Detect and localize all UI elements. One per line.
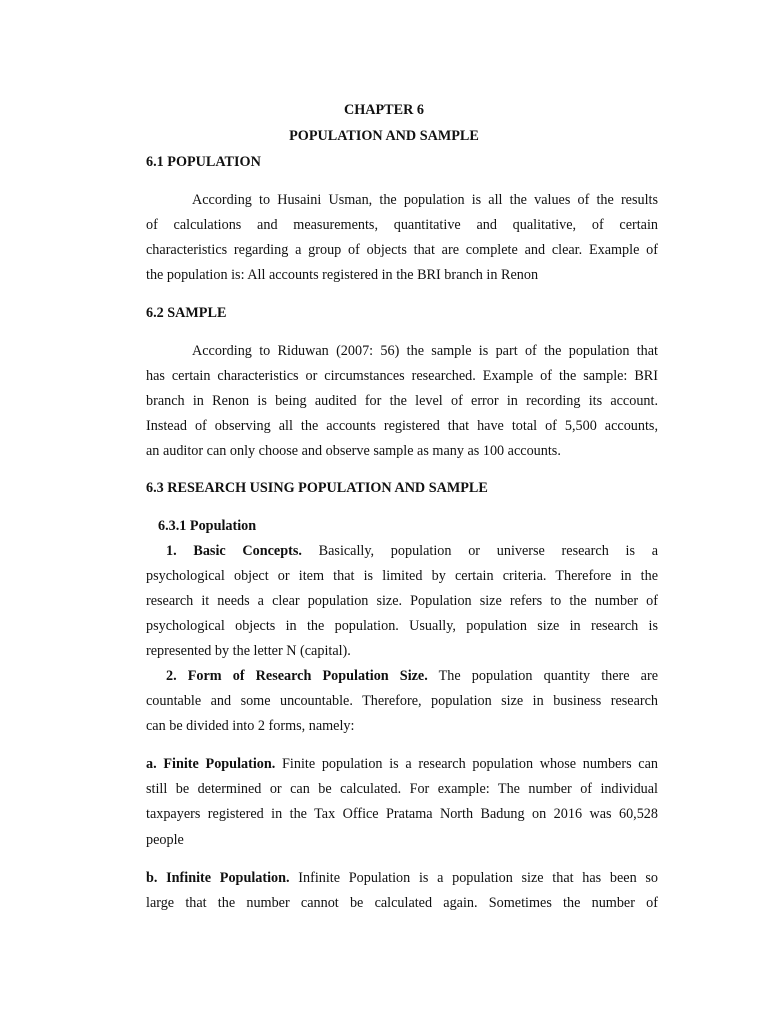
list-item-1-label: 1. Basic Concepts. <box>166 543 302 559</box>
paragraph-line: Basically, population or universe research is a <box>318 543 659 559</box>
list-item-2-label: 2. Form of Research Population Size. <box>166 668 428 684</box>
paragraph-line: The population quantity there are <box>438 668 658 684</box>
paragraph-line: According to Husaini Usman, the population is all the values of the results <box>192 192 658 208</box>
paragraph-line: can be divided into 2 forms, namely: <box>146 718 355 734</box>
paragraph-line: characteristics regarding a group of objects that are complete and clear. Example of <box>146 242 658 258</box>
section-heading-6-1: 6.1 POPULATION <box>146 154 261 170</box>
section-heading-6-3: 6.3 RESEARCH USING POPULATION AND SAMPLE <box>146 480 488 496</box>
paragraph-line: research it needs a clear population size. Population size refers to the number of <box>146 593 658 609</box>
chapter-number: CHAPTER 6 <box>343 102 424 118</box>
paragraph-line: branch in Renon is being audited for the level of error in recording its account. <box>146 393 658 409</box>
paragraph-line: psychological object or item that is limited by certain criteria. Therefore in the <box>146 568 658 584</box>
paragraph-line: has certain characteristics or circumstances researched. Example of the sample: BRI <box>146 368 658 384</box>
finite-population-label: a. Finite Population. <box>146 756 276 772</box>
paragraph-line: Finite population is a research population whose numbers can <box>282 756 658 772</box>
infinite-population-first-line <box>146 869 658 888</box>
section-heading-6-2: 6.2 SAMPLE <box>146 305 227 321</box>
paragraph-line: people <box>146 832 184 848</box>
paragraph-line: an auditor can only choose and observe sample as many as 100 accounts. <box>146 443 561 459</box>
paragraph-line: According to Riduwan (2007: 56) the sample is part of the population that <box>192 343 658 359</box>
paragraph-line: Instead of observing all the accounts registered that have total of 5,500 accounts, <box>146 418 658 434</box>
list-item-1-first-line <box>166 542 658 561</box>
paragraph-line: of calculations and measurements, quantitative and qualitative, of certain <box>146 217 658 233</box>
chapter-title: POPULATION AND SAMPLE <box>289 128 479 144</box>
paragraph-line: large that the number cannot be calculated again. Sometimes the number of <box>146 895 658 911</box>
finite-population-first-line <box>146 755 658 774</box>
paragraph-line: taxpayers registered in the Tax Office Pratama North Badung on 2016 was 60,528 <box>146 806 658 822</box>
paragraph-line: the population is: All accounts registered in the BRI branch in Renon <box>146 267 539 283</box>
paragraph-line: represented by the letter N (capital). <box>146 643 351 659</box>
list-item-2-first-line <box>166 667 658 686</box>
subsection-heading-6-3-1: 6.3.1 Population <box>158 518 257 534</box>
paragraph-line: countable and some uncountable. Therefore, population size in business research <box>146 693 658 709</box>
paragraph-line: still be determined or can be calculated. For example: The number of individual <box>146 781 658 797</box>
paragraph-line: Infinite Population is a population size that has been so <box>298 870 658 886</box>
infinite-population-label: b. Infinite Population. <box>146 870 290 886</box>
paragraph-line: psychological objects in the population. Usually, population size in research is <box>146 618 658 634</box>
